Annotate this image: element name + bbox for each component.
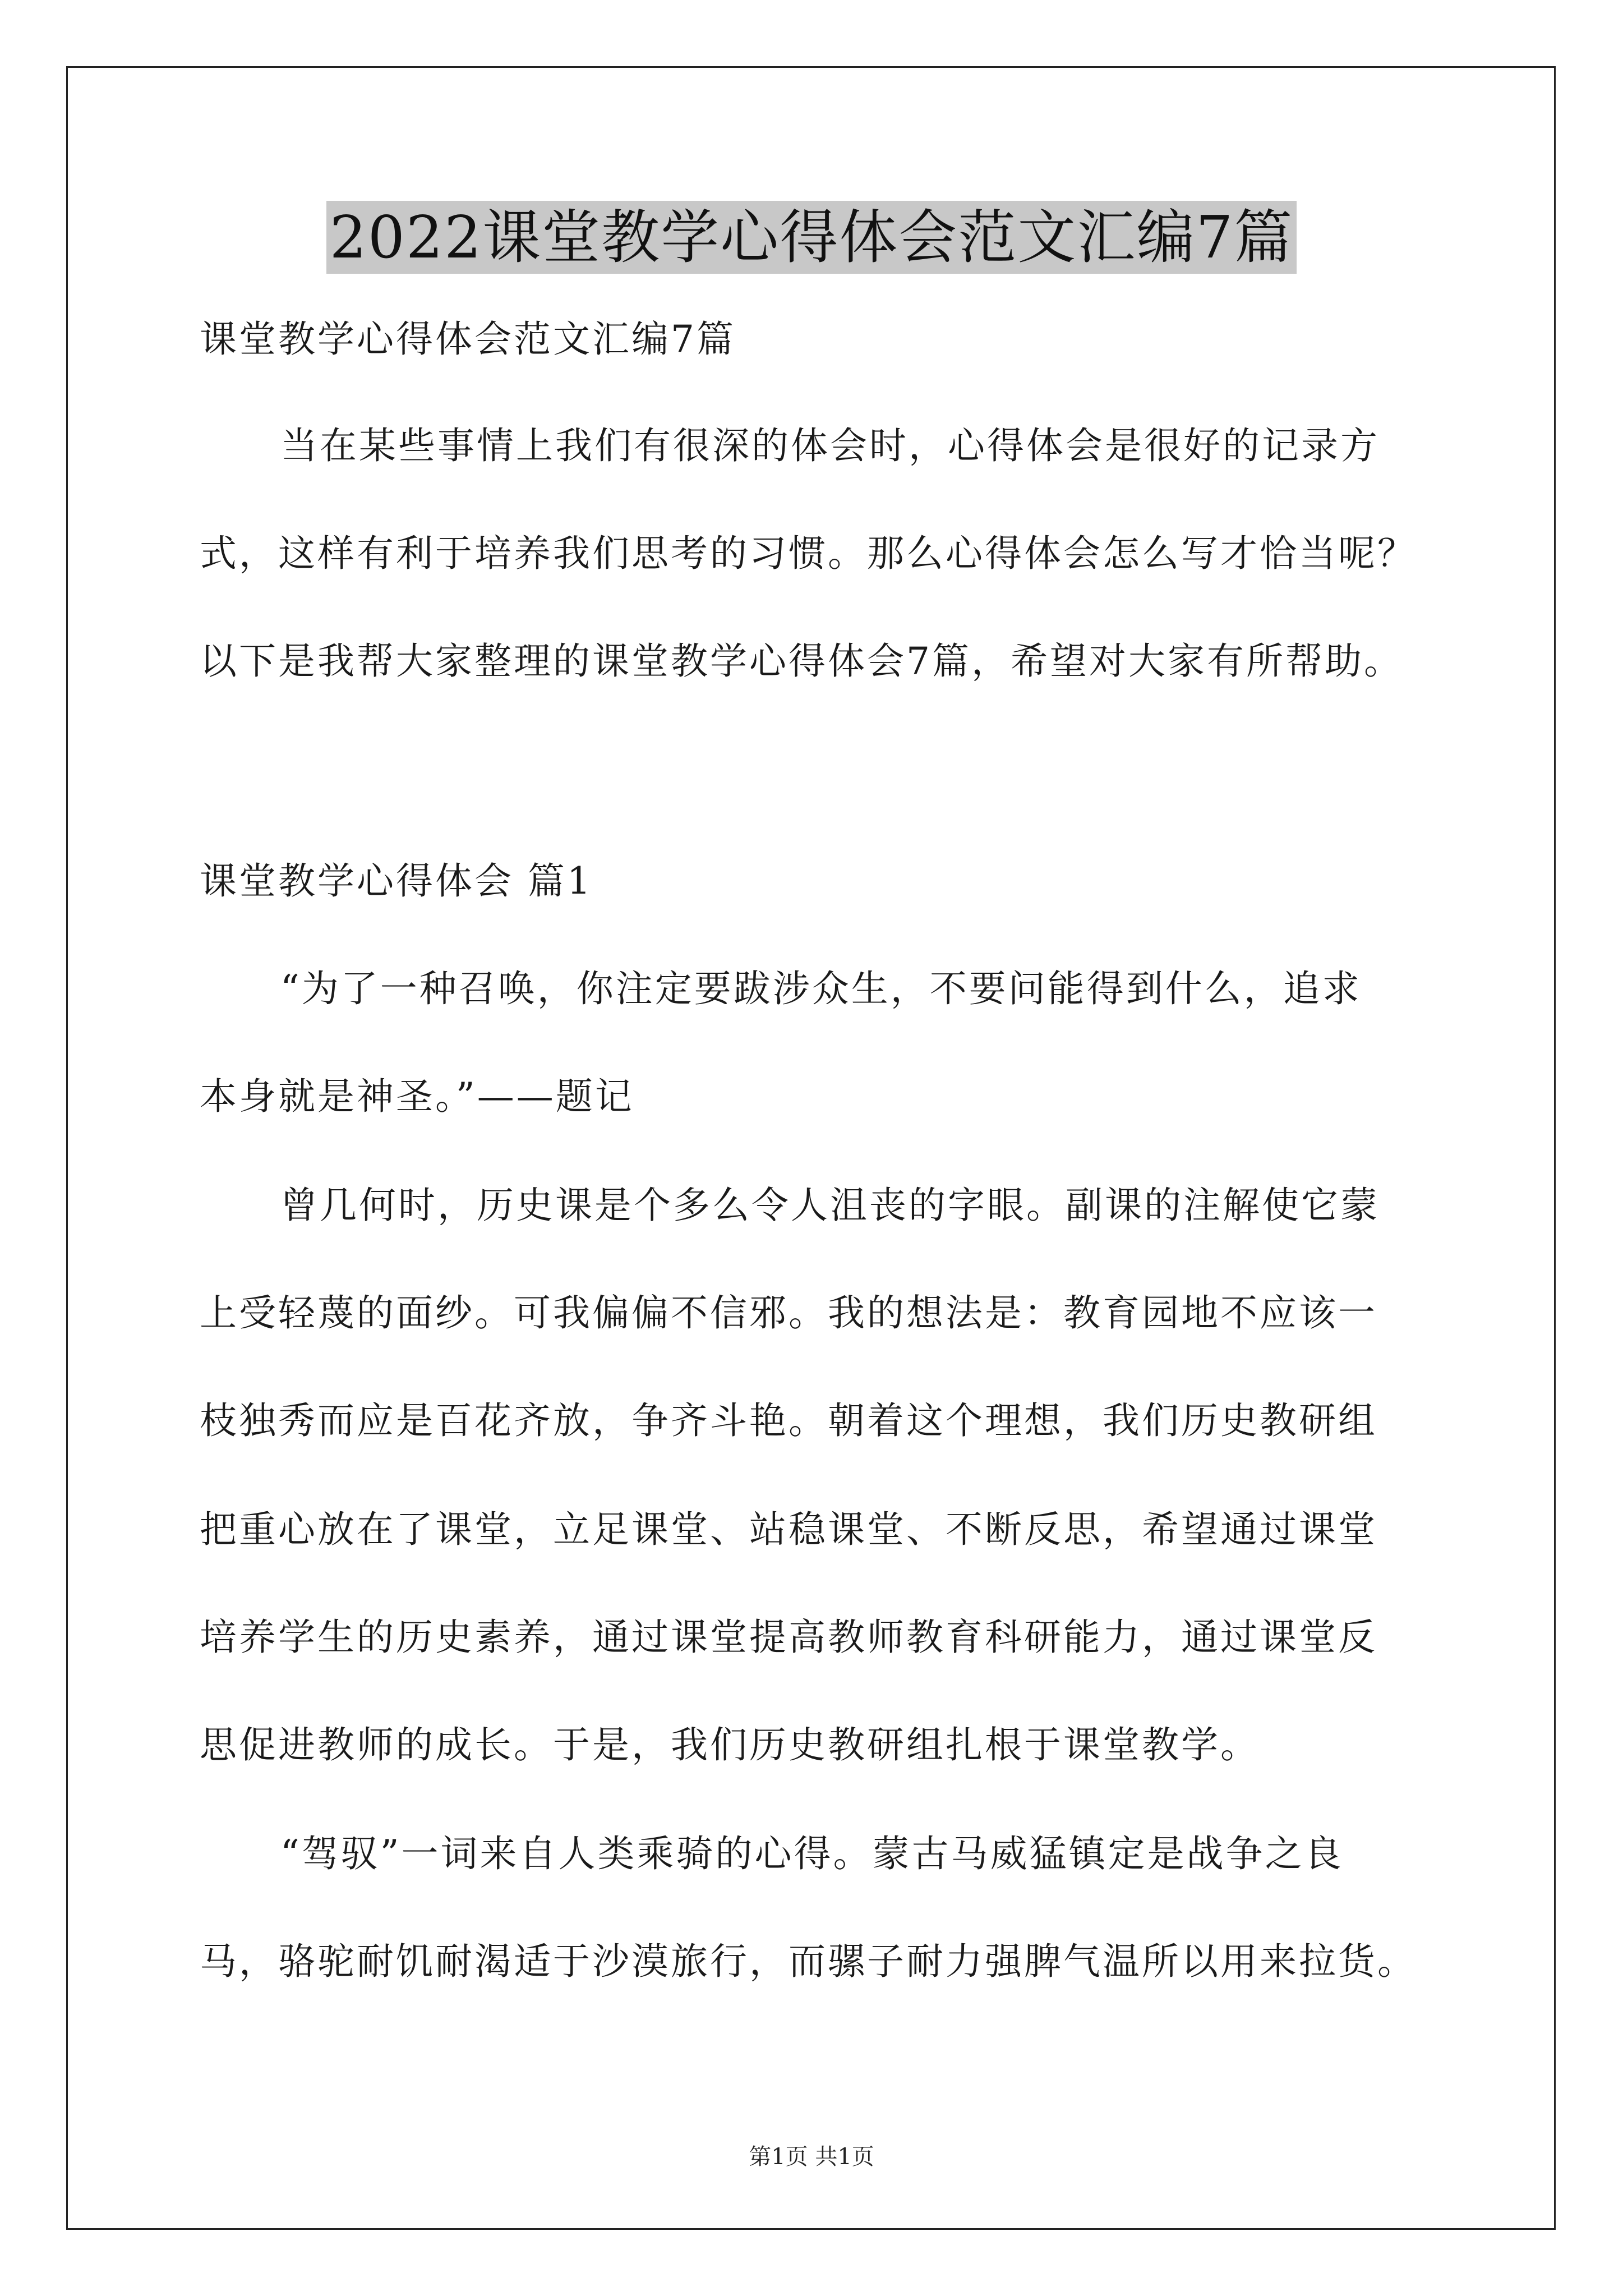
section-line: “驾驭”一词来自人类乘骑的心得。蒙古马威猛镇定是战争之良 — [280, 1832, 1344, 1875]
intro-line: 式，这样有利于培养我们思考的习惯。那么心得体会怎么写才恰当呢？ — [200, 532, 1417, 575]
section-line: 把重心放在了课堂，立足课堂、站稳课堂、不断反思，希望通过课堂 — [200, 1508, 1377, 1551]
section-line: 曾几何时，历史课是个多么令人沮丧的字眼。副课的注解使它蒙 — [280, 1184, 1380, 1227]
section-line: 上受轻蔑的面纱。可我偏偏不信邪。我的想法是：教育园地不应该一 — [200, 1291, 1377, 1335]
section-line: 马，骆驼耐饥耐渴适于沙漠旅行，而骡子耐力强脾气温所以用来拉货。 — [200, 1940, 1417, 1983]
intro-line: 以下是我帮大家整理的课堂教学心得体会7篇，希望对大家有所帮助。 — [200, 639, 1403, 683]
section-line: 思促进教师的成长。于是，我们历史教研组扎根于课堂教学。 — [200, 1723, 1260, 1766]
intro-line: 当在某些事情上我们有很深的体会时，心得体会是很好的记录方 — [280, 424, 1380, 467]
page-border — [66, 66, 1556, 2230]
section-heading: 课堂教学心得体会 篇1 — [200, 859, 593, 903]
subtitle: 课堂教学心得体会范文汇编7篇 — [200, 318, 736, 361]
document-title: 2022课堂教学心得体会范文汇编7篇 — [326, 201, 1297, 274]
section-line: 本身就是神圣。”——题记 — [200, 1075, 634, 1118]
title-container — [0, 201, 1623, 274]
section-line: 枝独秀而应是百花齐放，争齐斗艳。朝着这个理想，我们历史教研组 — [200, 1399, 1377, 1442]
page-footer: 第1页 共1页 — [749, 2144, 874, 2170]
section-line: 培养学生的历史素养，通过课堂提高教师教育科研能力，通过课堂反 — [200, 1616, 1377, 1659]
section-line: “为了一种召唤，你注定要跋涉众生，不要问能得到什么，追求 — [280, 967, 1362, 1010]
